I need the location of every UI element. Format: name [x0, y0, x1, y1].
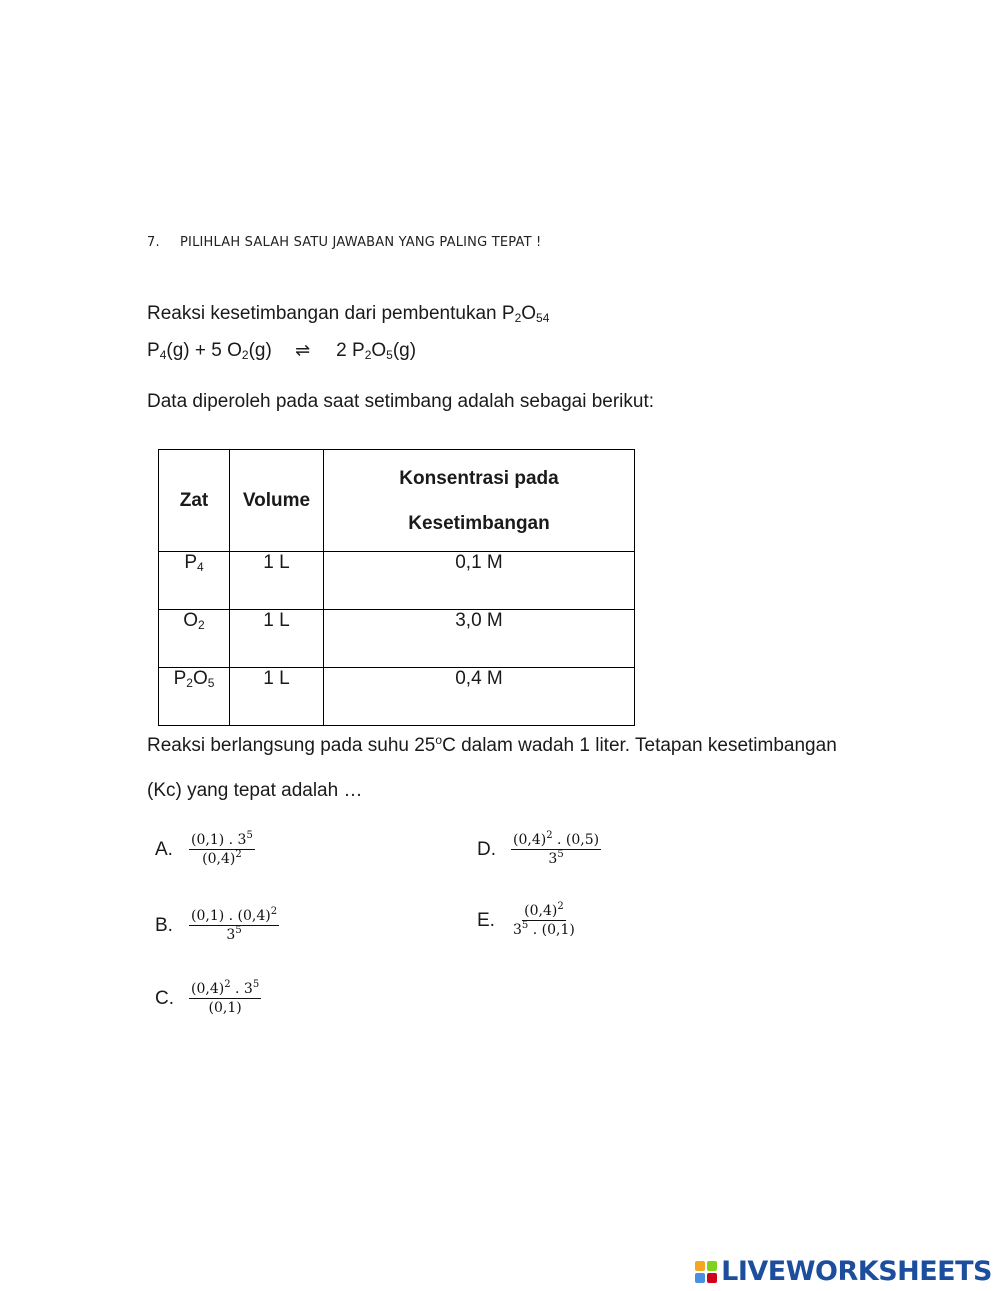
- option-a[interactable]: [155, 832, 255, 867]
- intro-line: [147, 303, 549, 325]
- liveworksheets-logo: [695, 1256, 992, 1287]
- zat-text: O: [192, 668, 208, 689]
- option-e[interactable]: [477, 903, 577, 938]
- degree-sup: o: [435, 733, 443, 747]
- instruction-text: PILIHLAH SALAH SATU JAWABAN YANG PALING TEPAT !: [180, 235, 542, 250]
- denominator: $(0,4)^2$: [202, 849, 242, 867]
- zat-sub: 4: [197, 560, 204, 574]
- table-header-row: [159, 450, 635, 552]
- cell-volume: 1 L: [230, 668, 324, 726]
- brand-name: LIVEWORKSHEETS: [721, 1256, 992, 1287]
- intro-text: Reaksi kesetimbangan dari pembentukan P: [147, 303, 515, 324]
- header-zat: Zat: [159, 450, 230, 552]
- intro-sub2: 54: [536, 311, 550, 325]
- eq-text: (g): [248, 340, 272, 361]
- cell-konsentrasi: 0,4 M: [324, 668, 635, 726]
- option-d[interactable]: [477, 832, 601, 867]
- denominator: (0,1): [208, 1000, 242, 1016]
- condition-text: Reaksi berlangsung pada suhu 25: [147, 735, 436, 756]
- eq-text: (g) + 5 O: [166, 340, 242, 361]
- intro-text-mid: O: [521, 303, 537, 324]
- table-row: [159, 610, 635, 668]
- zat-sub: 2: [186, 676, 193, 690]
- table-row: [159, 668, 635, 726]
- cell-konsentrasi: 3,0 M: [324, 610, 635, 668]
- header-konsentrasi-line1: Konsentrasi pada: [399, 467, 559, 489]
- question-instruction: [147, 235, 541, 250]
- cell-konsentrasi: 0,1 M: [324, 552, 635, 610]
- denominator: $3^5$ . (0,1): [513, 920, 575, 938]
- zat-text: P: [173, 668, 187, 689]
- option-letter: E.: [477, 909, 495, 931]
- zat-sub: 5: [207, 676, 215, 690]
- numerator: $(0,4)^2$ . $3^5$: [191, 979, 260, 997]
- cell-volume: 1 L: [230, 610, 324, 668]
- table-row: [159, 552, 635, 610]
- question-number: 7.: [147, 235, 160, 250]
- zat-sub: 2: [198, 618, 205, 632]
- eq-text: (g): [392, 340, 417, 361]
- numerator: (0,1) . $3^5$: [191, 830, 253, 848]
- option-a-fraction: [189, 832, 255, 867]
- eq-sub: 5: [386, 348, 393, 362]
- condition-text: C dalam wadah 1 liter. Tetapan kesetimbangan: [442, 735, 837, 756]
- header-konsentrasi-line2: Kesetimbangan: [408, 512, 550, 534]
- equilibrium-arrow-icon: ⇌: [295, 340, 311, 361]
- zat-text: P: [184, 552, 197, 573]
- denominator: $3^5$: [226, 925, 242, 943]
- option-c-fraction: [189, 981, 261, 1016]
- eq-sub: 4: [159, 348, 167, 362]
- option-letter: D.: [477, 838, 496, 860]
- equilibrium-data-table: [158, 449, 635, 726]
- option-letter: B.: [155, 914, 173, 936]
- zat-text: O: [183, 610, 199, 631]
- data-intro: Data diperoleh pada saat setimbang adalah sebagai berikut:: [147, 391, 655, 412]
- option-b-fraction: [189, 908, 279, 943]
- condition-line2: (Kc) yang tepat adalah …: [147, 780, 363, 801]
- numerator: $(0,4)^2$ . (0,5): [513, 830, 600, 848]
- denominator: $3^5$: [548, 849, 564, 867]
- header-volume: Volume: [230, 450, 324, 552]
- header-konsentrasi: [324, 450, 635, 552]
- numerator: $(0,4)^2$: [524, 901, 564, 919]
- option-d-fraction: [511, 832, 601, 867]
- eq-sub: 2: [364, 348, 372, 362]
- reaction-equation: [147, 340, 416, 362]
- condition-line1: [147, 735, 837, 757]
- cell-zat: [159, 668, 230, 726]
- intro-sub: 2: [514, 311, 522, 325]
- logo-blocks-icon: [695, 1261, 717, 1283]
- cell-zat: [159, 610, 230, 668]
- eq-text: P: [147, 340, 160, 361]
- option-e-fraction: [511, 903, 577, 938]
- option-letter: A.: [155, 838, 173, 860]
- eq-text: O: [371, 340, 387, 361]
- option-b[interactable]: [155, 908, 279, 943]
- cell-volume: 1 L: [230, 552, 324, 610]
- eq-text: 2 P: [336, 340, 365, 361]
- cell-zat: [159, 552, 230, 610]
- option-letter: C.: [155, 987, 174, 1009]
- numerator: (0,1) . $(0,4)^2$: [191, 906, 278, 924]
- eq-sub: 2: [241, 348, 249, 362]
- option-c[interactable]: [155, 981, 261, 1016]
